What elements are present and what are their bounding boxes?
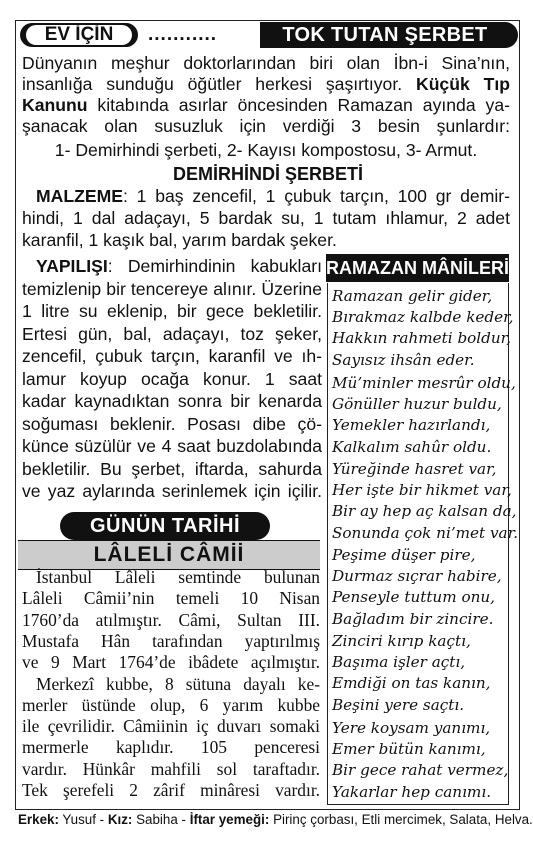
history-line: ve 9 Mart 1764’de ibâdete açılmıştır. (22, 652, 320, 673)
instructions-line: 1 litre su eklenip, bir gece bekletilir. (22, 301, 322, 321)
poem-line: Durmaz sıçrar habire, (332, 567, 502, 586)
history-title-bar (18, 540, 320, 570)
poem-line: Peşime düşer pire, (332, 546, 476, 564)
poem-line: Yere koysam yanımı, (332, 719, 491, 737)
instructions-line: lamur koyup ocağa konur. 1 saat (22, 368, 322, 389)
footer-female-name: Sabiha - (132, 812, 190, 827)
poem-line: Bir ay hep aç kalsan da, (332, 502, 517, 521)
intro-list: 1- Demirhindi şerbeti, 2- Kayısı kompostosu, 3- Armut. (54, 140, 478, 160)
article-title-banner (260, 22, 518, 48)
poem-line: Yakarlar hep canımı. (332, 782, 492, 801)
poem-line: Sayısız ihsân eder. (332, 350, 475, 369)
poem-line: Hakkın rahmeti boldur, (332, 329, 512, 348)
instructions-line: temizlenip bir tencereye alınır. Üzerine (22, 278, 322, 299)
instructions-label: YAPILIŞI (36, 256, 108, 276)
footer-male-label: Erkek: (18, 812, 59, 827)
poem-line: Yüreğinde hasret var, (332, 460, 497, 478)
ingredients-line: hindi, 1 dal adaçayı, 5 bardak su, 1 tutam ıhlamur, 2 adet (22, 208, 510, 228)
section-badge (20, 23, 138, 47)
poem-line: Bir gece rahat vermez, (332, 761, 509, 780)
poem-line: Penseyle tuttum onu, (332, 588, 495, 607)
history-banner-label: GÜNÜN TARİHİ (89, 515, 241, 537)
history-line: Mustafa Hân tarafından yaptırılmış (22, 630, 320, 651)
ingredients-line: karanfil, 1 kaşık bal, yarım bardak şeker. (22, 230, 337, 250)
header-dots: ........... (148, 24, 218, 45)
poem-line: Beşini yere saçtı. (332, 695, 465, 714)
footer-iftar-menu: Pirinç çorbası, Etli mercimek, Salata, Helva. (269, 812, 533, 827)
footer-female-label: Kız: (107, 812, 133, 827)
instructions-line: soğuması beklenir. Posası dibe çö- (22, 413, 322, 434)
poem-line: Mü’minler mesrûr oldu, (332, 374, 516, 392)
instructions-line: zencefil, çubuk tarçın, karanfil ve ıh- (22, 346, 322, 366)
footer-line (18, 811, 533, 829)
ingredients-line: MALZEME: 1 baş zencefil, 1 çubuk tarçın, 100 gr demir- (36, 186, 510, 206)
history-banner (60, 512, 270, 540)
poem-line: Kalkalım sahûr oldu. (332, 437, 492, 456)
instructions-line: YAPILIŞI: Demirhindinin kabukları (36, 256, 322, 276)
article-title: TOK TUTAN ŞERBET (282, 24, 488, 46)
section-label: EV İÇİN (26, 25, 132, 45)
instructions-paragraph (22, 256, 322, 504)
history-line: 1760’da atılmıştır. Câmi, Sultan III. (22, 609, 320, 630)
sidebar-title-banner (326, 254, 509, 282)
poem-stanza (332, 459, 519, 544)
ingredients-label: MALZEME (36, 186, 123, 206)
poem-line: Bırakmaz kalbde keder, (332, 308, 514, 327)
recipe-title: DEMİRHİNDİ ŞERBETİ (172, 164, 363, 184)
sidebar-title: RAMAZAN MÂNİLERİ (326, 258, 509, 278)
history-line: vardır. Hünkâr mahfili sol taraftadır. (22, 758, 320, 779)
poem-stanza (332, 286, 514, 371)
poem-stanza (332, 373, 516, 458)
history-line: ile çevrilidir. Câmiinin iç duvarı somaki (22, 716, 320, 737)
ingredients-paragraph (22, 186, 510, 252)
poem-stanza (332, 545, 508, 630)
footer-iftar-label: İftar yemeği: (189, 812, 270, 827)
poem-line: Gönüller huzur buldu, (332, 395, 502, 414)
history-title: LÂLELİ CÂMİİ (93, 543, 245, 566)
instructions-line: ve yaz aylarında serinlemek için içilir. (22, 481, 322, 501)
book-title-part: Kanunu (22, 95, 88, 115)
instructions-line: bekletilir. Bu şerbet, iftarda, sahurda (22, 458, 322, 479)
poem-stanza (332, 631, 508, 716)
history-line: Lâleli Câmii’nin temeli 10 Nisan (22, 588, 320, 609)
intro-line: Dünyanın meşhur doktorlarından biri olan İbn-i Sina’nın, (22, 53, 510, 73)
history-line: mermerle kaplıdır. 105 penceresi (22, 737, 320, 758)
poem-line: Ramazan gelir gider, (332, 287, 493, 305)
poem-stanza (332, 718, 508, 803)
history-line: merler üstünde olup, 6 yarım kubbe (22, 694, 320, 715)
poem-line: Sonunda çok ni’met var. (332, 523, 519, 542)
instructions-line: künce süzülür ve 4 saat buzdolabında (22, 436, 322, 456)
poem-line: Başıma işler açtı, (332, 653, 466, 672)
history-line: İstanbul Lâleli semtinde bulunan (36, 567, 320, 587)
poem-line: Emdiği on tas kanın, (332, 674, 491, 693)
intro-line: insanlığa sunduğu öğütler herkesi şaşırtıyor. Küçük Tıp (22, 74, 510, 94)
header-bar (18, 22, 518, 49)
poem-line: Zinciri kırıp kaçtı, (332, 632, 471, 650)
poem-line: Bağladım bir zincire. (332, 609, 494, 628)
intro-line: Kanunu kitabında asırlar öncesinden Ramazan ayında ya- (22, 95, 510, 115)
book-title-part: Küçük Tıp (415, 74, 510, 94)
footer-male-name: Yusuf - (58, 812, 108, 827)
history-line: Tek şerefeli 2 zârif minâresi vardır. (22, 780, 320, 800)
poem-line: Yemekler hazırlandı, (332, 416, 491, 435)
intro-line: şanacak olan susuzluk için verdiği 3 besin şunlardır: (22, 116, 510, 136)
history-line: Merkezî kubbe, 8 sütuna dayalı ke- (36, 673, 320, 694)
history-paragraph (22, 568, 320, 804)
poem-line: Her işte bir hikmet var, (332, 481, 512, 500)
poem-line: Emer bütün kanımı, (332, 740, 486, 759)
instructions-line: Ertesi gün, bal, adaçayı, toz şeker, (22, 323, 322, 344)
instructions-line: kadar kaynadıktan sonra bir kenarda (22, 391, 322, 411)
intro-paragraph (22, 53, 510, 163)
